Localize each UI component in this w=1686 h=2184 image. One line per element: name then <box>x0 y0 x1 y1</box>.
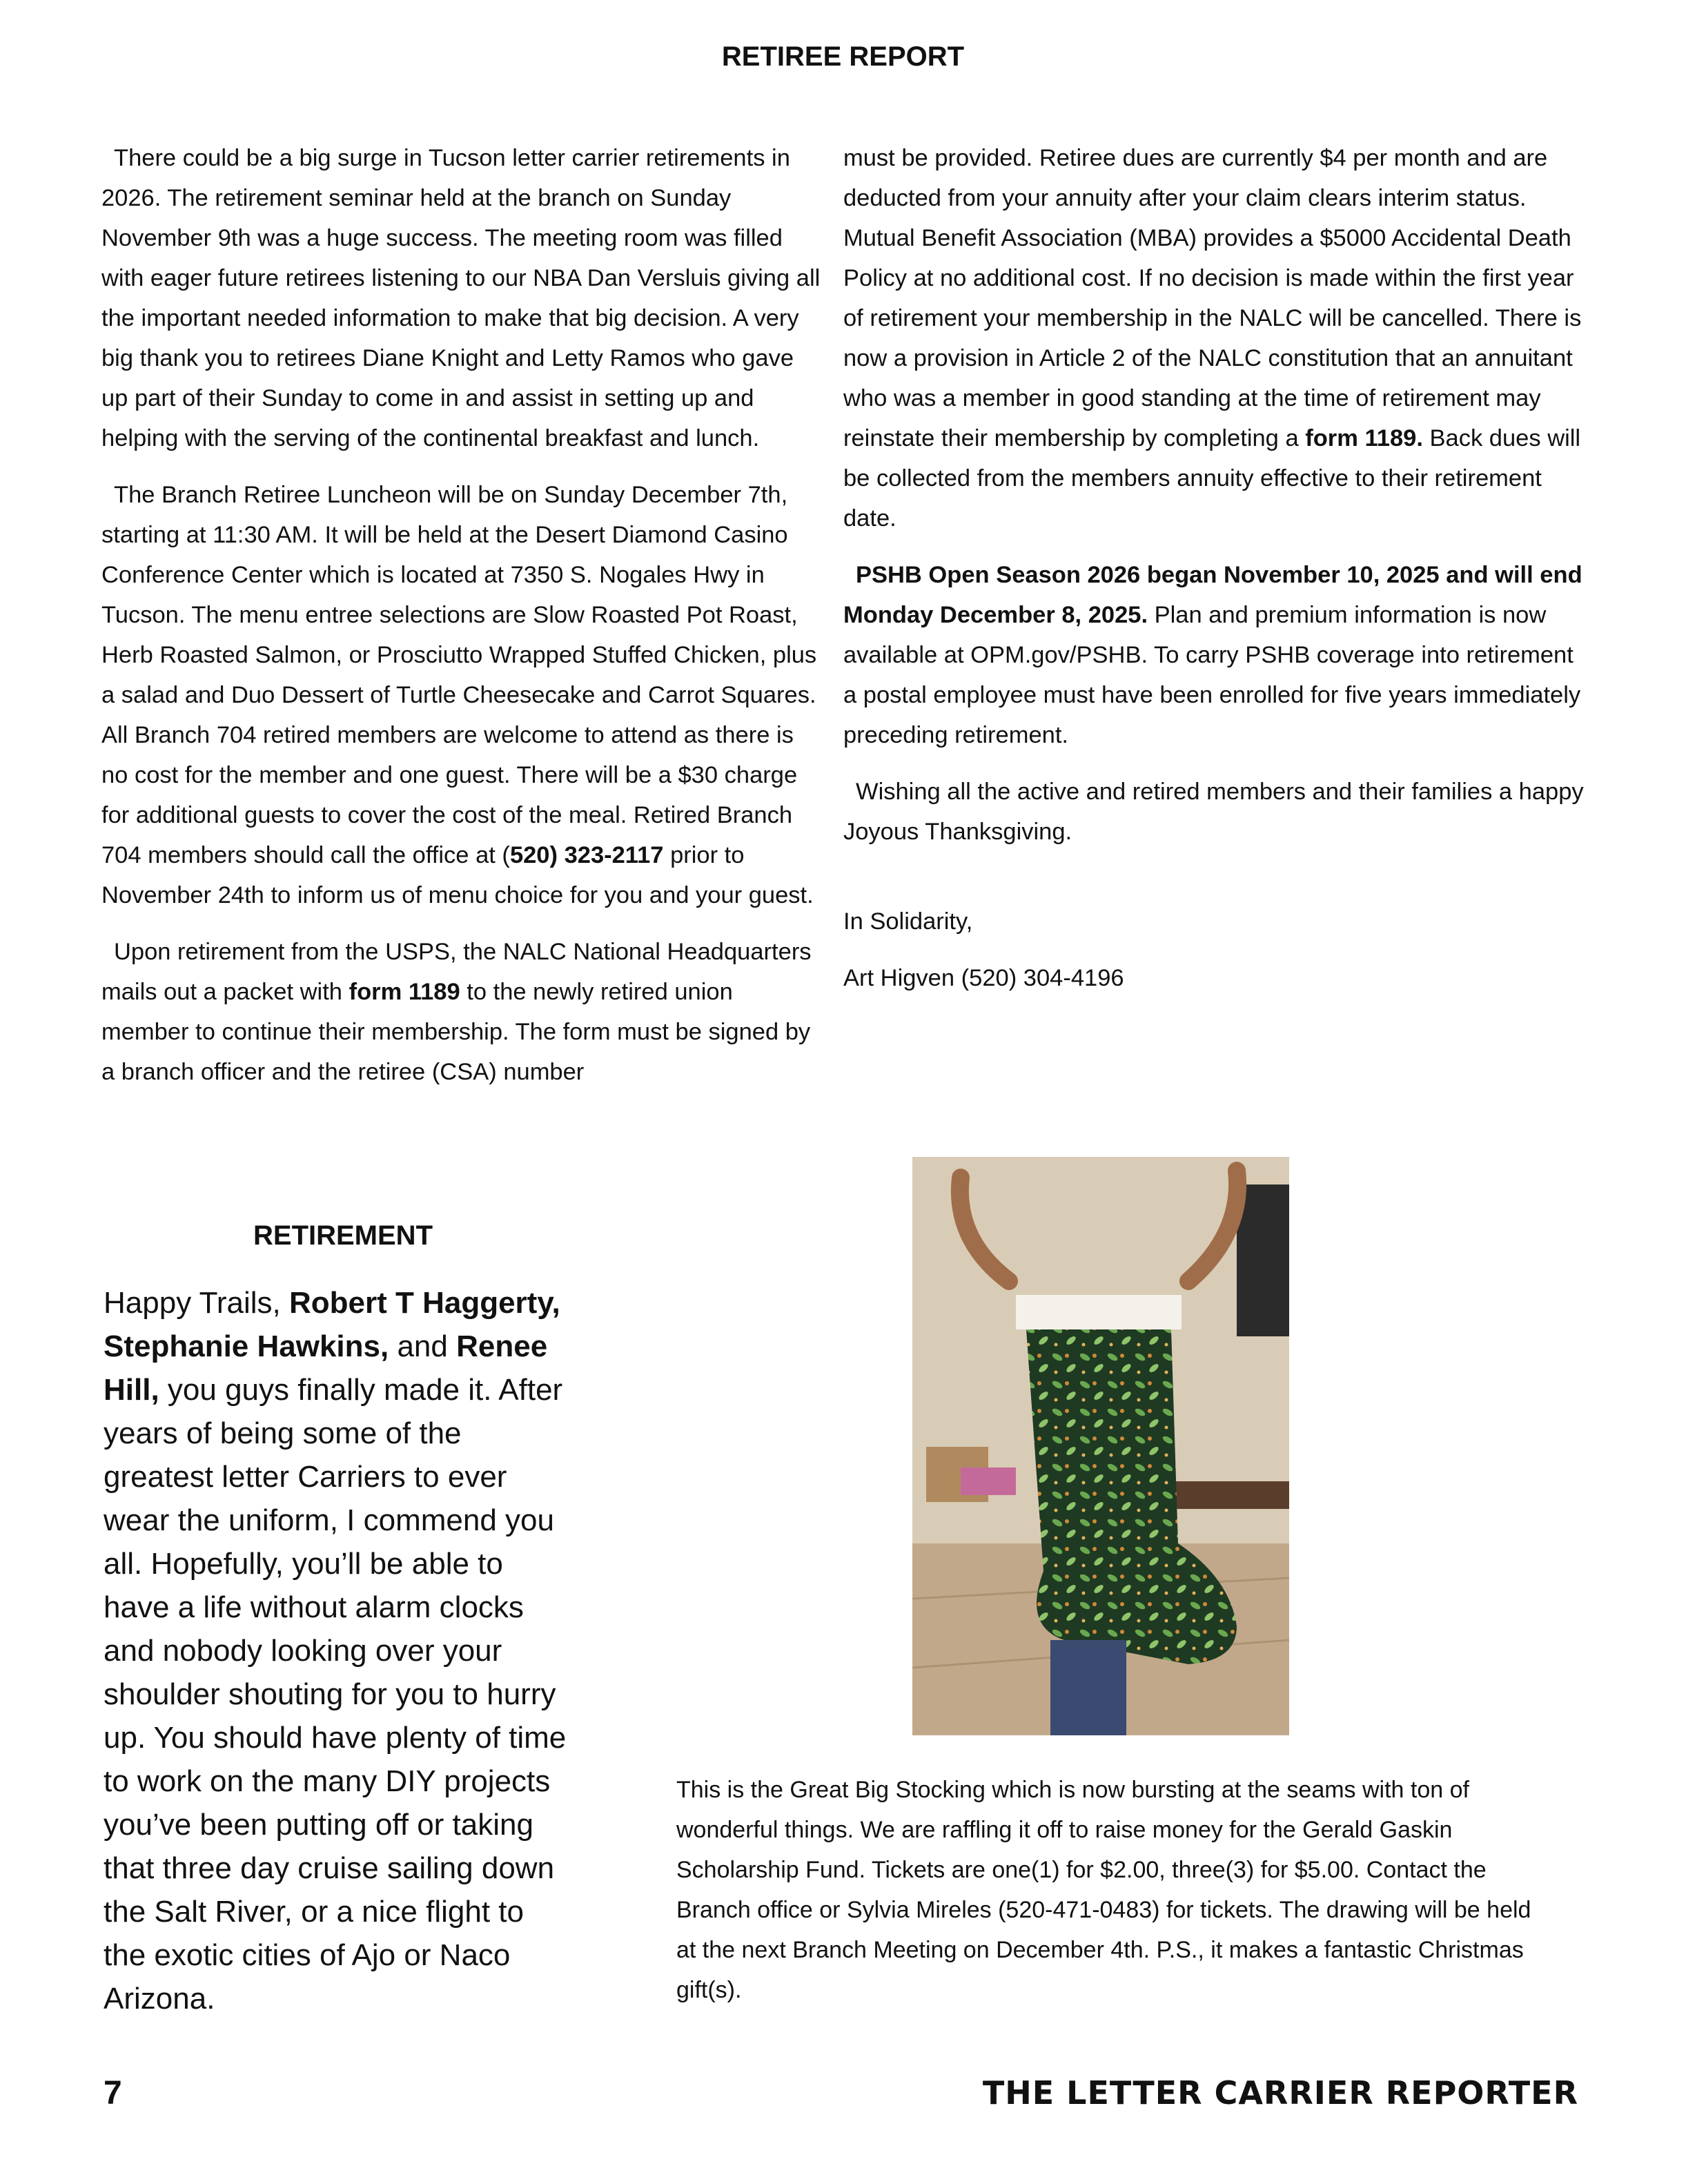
dues-text-end: Back dues will be collected from the members annuity effective to their retirement date. <box>843 425 1581 532</box>
page-title: RETIREE REPORT <box>721 41 965 72</box>
paragraph-luncheon <box>101 475 826 915</box>
retirement-intro: Happy Trails, <box>104 1286 289 1320</box>
paragraph-retirement-seminar: There could be a big surge in Tucson letter carrier retirements in 2026. The retirement seminar held at the branch on Sunday November 9th was a huge success. The meeting room was filled with eager future retirees listening to our NBA Dan Versluis giving all the important needed information to make that big decision. A very big thank you to retirees Diane Knight and Letty Ramos who gave up part of their Sunday to come in and assist in setting up and helping with the serving of the continental breakfast and lunch. <box>101 145 821 451</box>
retiree-names: Robert T Haggerty, Stephanie Hawkins, <box>104 1286 560 1363</box>
retiree-name-last: Renee Hill, <box>104 1329 548 1407</box>
packet-text: Upon retirement from the USPS, the NALC National Headquarters mails out a packet with <box>101 939 812 1005</box>
stocking-photo <box>912 1157 1289 1735</box>
dues-text: must be provided. Retiree dues are currently $4 per month and are deducted from your annuity after your claim clears interim status. Mutual Benefit Association (MBA) provides a $5000 Accidental Death Policy at no additional cost. If no decision is made within the first year of retirement your membership in the NALC will be cancelled. There is now a provision in Article 2 of the NALC constitution that an annuitant who was a member in good standing at the time of retirement may reinstate their membership by completing a <box>843 145 1582 451</box>
office-phone: 520) 323-2117 <box>509 842 664 868</box>
pshb-text: Plan and premium information is now available at OPM.gov/PSHB. To carry PSHB coverage into retirement a postal employee must have been enrolled for five years immediately preceding retirement. <box>843 602 1581 748</box>
left-column <box>101 138 826 1109</box>
photo-caption: This is the Great Big Stocking which is now bursting at the seams with ton of wonderful things. We are raffling it off to raise money for the Gerald Gaskin Scholarship Fund. Tickets are one(1) for $2.00, three(3) for $5.00. Contact the Branch office or Sylvia Mireles (520-471-0483) for tickets. The drawing will be held at the next Branch Meeting on December 4th. P.S., it makes a fantastic Christmas gift(s). <box>676 1777 1531 2003</box>
packet-text-end: to the newly retired union member to continue their membership. The form must be signed by a branch officer and the retiree (CSA) number <box>101 979 811 1085</box>
retirement-heading: RETIREMENT <box>253 1220 433 1251</box>
form-number: form 1189 <box>349 979 460 1005</box>
paragraph-thanksgiving: Wishing all the active and retired members and their families a happy Joyous Thanksgiving. <box>843 779 1584 845</box>
page-number: 7 <box>104 2075 122 2112</box>
paragraph-pshb <box>843 555 1589 755</box>
retirement-and: and <box>389 1329 457 1363</box>
publication-name: THE LETTER CARRIER REPORTER <box>982 2074 1578 2112</box>
paragraph-membership-packet <box>101 932 826 1092</box>
luncheon-text-end: prior to November 24th to inform us of menu choice for you and your guest. <box>101 842 814 908</box>
right-column <box>843 138 1589 1015</box>
pshb-dates: PSHB Open Season 2026 began November 10, 2025 and will end Monday December 8, 2025. <box>843 562 1582 628</box>
luncheon-text: The Branch Retiree Luncheon will be on Sunday December 7th, starting at 11:30 AM. It will be held at the Desert Diamond Casino Conference Center which is located at 7350 S. Nogales Hwy in Tucson. The menu entree selections are Slow Roasted Pot Roast, Herb Roasted Salmon, or Prosciutto Wrapped Stuffed Chicken, plus a salad and Duo Dessert of Turtle Cheesecake and Carrot Squares. All Branch 704 retired members are welcome to attend as there is no cost for the member and one guest. There will be a $30 charge for additional guests to cover the cost of the meal. Retired Branch 704 members should call the office at ( <box>101 482 817 868</box>
retirement-text: you guys finally made it. After years of being some of the greatest letter Carriers to ever wear the uniform, I commend you all. Hopefully, you’ll be able to have a life without alarm clocks and nobody looking over your shoulder shouting for you to hurry up. You should have plenty of time to work on the many DIY projects you’ve been putting off or taking that three day cruise sailing down the Salt River, or a nice flight to the exotic cities of Ajo or Naco Arizona. <box>104 1373 567 2016</box>
signature: Art Higven (520) 304-4196 <box>843 965 1124 991</box>
stocking-photo-illustration <box>912 1157 1289 1735</box>
closing: In Solidarity, <box>843 908 973 935</box>
retirement-body <box>104 1281 573 2020</box>
form-number-reinstate: form 1189. <box>1305 425 1423 451</box>
paragraph-retiree-dues <box>843 138 1589 538</box>
